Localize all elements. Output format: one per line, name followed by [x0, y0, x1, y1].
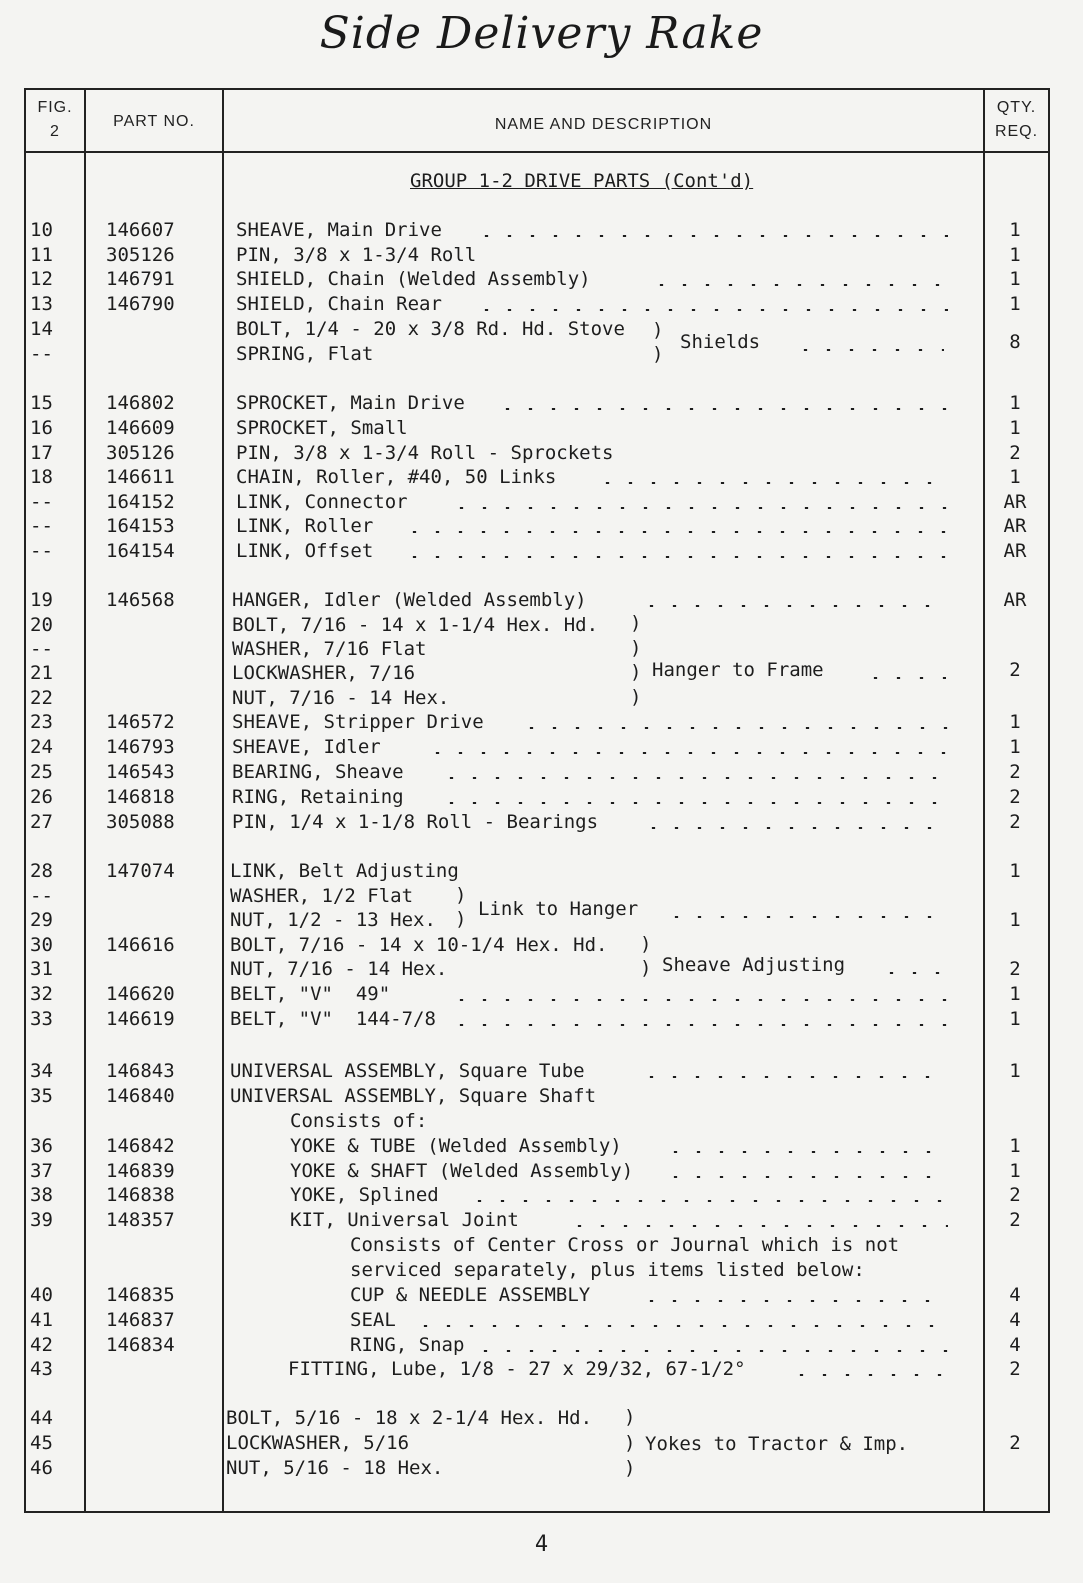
fig-number: 40 — [30, 1284, 53, 1306]
quantity-required: 1 — [1009, 983, 1021, 1005]
part-description: HANGER, Idler (Welded Assembly) — [232, 589, 587, 611]
table-row — [0, 983, 1083, 1009]
part-number: 146619 — [106, 1008, 175, 1030]
part-description: BOLT, 1/4 - 20 x 3/8 Rd. Hd. Stove — [236, 318, 625, 340]
leader-dots — [440, 802, 948, 804]
part-number: 146568 — [106, 589, 175, 611]
fig-header-line2: 2 — [50, 123, 60, 140]
table-row — [0, 1160, 1083, 1186]
part-number: 146572 — [106, 711, 175, 733]
leader-dots — [475, 235, 948, 237]
table-row — [0, 268, 1083, 294]
fig-number: 23 — [30, 711, 53, 733]
part-description: NUT, 7/16 - 14 Hex. — [230, 958, 448, 980]
table-row — [0, 1334, 1083, 1360]
fig-column-header — [26, 96, 84, 144]
table-row — [0, 442, 1083, 468]
fig-number: 11 — [30, 244, 53, 266]
part-description: PIN, 1/4 x 1-1/8 Roll - Bearings — [232, 811, 599, 833]
leader-dots — [794, 349, 944, 351]
part-description: BOLT, 7/16 - 14 x 1-1/4 Hex. Hd. — [232, 614, 599, 636]
quantity-required: 2 — [1009, 1358, 1021, 1380]
quantity-required: 1 — [1009, 268, 1021, 290]
part-number: 148357 — [106, 1209, 175, 1231]
table-row — [0, 1457, 1083, 1483]
fig-number: -- — [30, 638, 53, 660]
fig-number: 36 — [30, 1135, 53, 1157]
part-description: LINK, Belt Adjusting — [230, 860, 459, 882]
fig-number: 38 — [30, 1184, 53, 1206]
qty-header-line2: REQ. — [994, 123, 1039, 140]
part-number: 305088 — [106, 811, 175, 833]
fig-number: 28 — [30, 860, 53, 882]
part-description: LINK, Roller — [236, 515, 374, 537]
part-description: FITTING, Lube, 1/8 - 27 x 29/32, 67-1/2° — [288, 1358, 746, 1380]
leader-dots — [440, 777, 948, 779]
quantity-required: 1 — [1009, 909, 1021, 931]
part-description: WASHER, 1/2 Flat — [230, 885, 414, 907]
part-description: BELT, "V" 49" — [230, 983, 391, 1005]
link-to-hanger-label: Link to Hanger — [478, 898, 639, 920]
part-description: NUT, 5/16 - 18 Hex. — [226, 1457, 444, 1479]
leader-dots — [640, 605, 948, 607]
fig-number: 29 — [30, 909, 53, 931]
leader-dots — [664, 1176, 948, 1178]
part-description: SPROCKET, Small — [236, 417, 408, 439]
part-description: NUT, 7/16 - 14 Hex. — [232, 687, 450, 709]
table-row — [0, 736, 1083, 762]
fig-number: 18 — [30, 466, 53, 488]
part-description: BOLT, 5/16 - 18 x 2-1/4 Hex. Hd. — [226, 1407, 593, 1429]
part-description: KIT, Universal Joint — [290, 1209, 519, 1231]
table-row — [0, 589, 1083, 615]
fig-number: 37 — [30, 1160, 53, 1182]
table-row — [0, 638, 1083, 664]
quantity-required: 1 — [1009, 1135, 1021, 1157]
sheave-adjusting-label: Sheave Adjusting — [662, 954, 846, 976]
quantity-required: 1 — [1009, 1160, 1021, 1182]
part-number: 305126 — [106, 442, 175, 464]
part-number: 146790 — [106, 293, 175, 315]
leader-dots — [450, 1024, 948, 1026]
table-row — [0, 1284, 1083, 1310]
part-number: 147074 — [106, 860, 175, 882]
part-description: SHIELD, Chain (Welded Assembly) — [236, 268, 591, 290]
part-description: BOLT, 7/16 - 14 x 10-1/4 Hex. Hd. — [230, 934, 608, 956]
fig-number: 46 — [30, 1457, 53, 1479]
table-row — [0, 687, 1083, 713]
part-number: 146840 — [106, 1085, 175, 1107]
quantity-required: 2 — [1009, 958, 1021, 980]
part-number: 146834 — [106, 1334, 175, 1356]
part-description: WASHER, 7/16 Flat — [232, 638, 427, 660]
table-row — [0, 491, 1083, 517]
leader-dots — [414, 1325, 948, 1327]
quantity-required: 2 — [1009, 1209, 1021, 1231]
table-row — [0, 934, 1083, 960]
quantity-required: AR — [1003, 515, 1027, 537]
table-row — [0, 1060, 1083, 1086]
part-description: RING, Retaining — [232, 786, 404, 808]
leader-dots — [403, 531, 948, 533]
table-row — [0, 860, 1083, 886]
qty-column-header — [985, 96, 1048, 144]
part-description: BEARING, Sheave — [232, 761, 404, 783]
quantity-required: 1 — [1009, 244, 1021, 266]
part-number: 146543 — [106, 761, 175, 783]
yokes-to-tractor-label: Yokes to Tractor & Imp. — [645, 1433, 909, 1455]
leader-dots — [468, 1200, 948, 1202]
part-number: 146843 — [106, 1060, 175, 1082]
quantity-required: 1 — [1009, 1008, 1021, 1030]
part-number: 146607 — [106, 219, 175, 241]
fig-number: 15 — [30, 392, 53, 414]
quantity-required: 2 — [1009, 811, 1021, 833]
table-row — [0, 1085, 1083, 1111]
fig-number: 22 — [30, 687, 53, 709]
part-number: 146793 — [106, 736, 175, 758]
quantity-required: 1 — [1009, 736, 1021, 758]
leader-dots — [475, 309, 948, 311]
leader-dots — [650, 284, 948, 286]
fig-number: 43 — [30, 1358, 53, 1380]
part-number: 164153 — [106, 515, 175, 537]
table-row — [0, 392, 1083, 418]
table-row — [0, 958, 1083, 984]
table-row — [0, 1407, 1083, 1433]
part-description: YOKE & SHAFT (Welded Assembly) — [290, 1160, 634, 1182]
fig-number: 26 — [30, 786, 53, 808]
part-number: 146791 — [106, 268, 175, 290]
leader-dots — [474, 1350, 948, 1352]
shields-group-label: Shields — [680, 331, 761, 353]
leader-dots — [450, 999, 948, 1001]
quantity-required: AR — [1003, 540, 1027, 562]
part-description: Consists of: — [290, 1110, 428, 1132]
quantity-required: 1 — [1009, 466, 1021, 488]
quantity-required: 4 — [1009, 1309, 1021, 1331]
table-row — [0, 1209, 1083, 1235]
leader-dots — [642, 827, 948, 829]
table-row — [0, 466, 1083, 492]
hanger-to-frame-label: Hanger to Frame — [652, 659, 824, 681]
table-row — [0, 293, 1083, 319]
fig-number: 24 — [30, 736, 53, 758]
fig-number: 20 — [30, 614, 53, 636]
part-number: 146839 — [106, 1160, 175, 1182]
table-row — [0, 811, 1083, 837]
fig-number: -- — [30, 515, 53, 537]
fig-number: 42 — [30, 1334, 53, 1356]
part-number: 164152 — [106, 491, 175, 513]
part-number: 146620 — [106, 983, 175, 1005]
fig-number: 10 — [30, 219, 53, 241]
part-number: 146842 — [106, 1135, 175, 1157]
part-description: UNIVERSAL ASSEMBLY, Square Shaft — [230, 1085, 597, 1107]
part-description: YOKE & TUBE (Welded Assembly) — [290, 1135, 622, 1157]
table-row — [0, 1135, 1083, 1161]
fig-number: -- — [30, 491, 53, 513]
part-description: SHEAVE, Idler — [232, 736, 381, 758]
quantity-required: 1 — [1009, 711, 1021, 733]
fig-number: 17 — [30, 442, 53, 464]
table-row — [0, 318, 1083, 344]
table-row — [0, 761, 1083, 787]
table-row — [0, 1259, 1083, 1285]
table-row — [0, 1110, 1083, 1136]
table-row — [0, 219, 1083, 245]
page-title: Side Delivery Rake — [319, 8, 764, 59]
table-row — [0, 711, 1083, 737]
fig-header-line1: FIG. — [37, 99, 73, 116]
table-row — [0, 244, 1083, 270]
qty-header-line1: QTY. — [996, 99, 1037, 116]
quantity-required: 1 — [1009, 417, 1021, 439]
part-description: PIN, 3/8 x 1-3/4 Roll - Sprockets — [236, 442, 614, 464]
quantity-required: 2 — [1009, 761, 1021, 783]
header-divider — [24, 151, 1050, 153]
fig-number: -- — [30, 885, 53, 907]
fig-number: 14 — [30, 318, 53, 340]
part-description: RING, Snap — [350, 1334, 465, 1356]
leader-dots — [640, 1076, 948, 1078]
table-row — [0, 1008, 1083, 1034]
quantity-required: 2 — [1009, 442, 1021, 464]
fig-number: -- — [30, 343, 53, 365]
fig-number: 44 — [30, 1407, 53, 1429]
leader-dots — [403, 556, 948, 558]
quantity-required: 4 — [1009, 1334, 1021, 1356]
quantity-required: 1 — [1009, 1060, 1021, 1082]
quantity-required: 2 — [1009, 1432, 1021, 1454]
part-number: 146802 — [106, 392, 175, 414]
fig-number: -- — [30, 540, 53, 562]
quantity-required: 1 — [1009, 219, 1021, 241]
leader-dots — [568, 1225, 948, 1227]
fig-number: 21 — [30, 662, 53, 684]
part-description: LINK, Offset — [236, 540, 374, 562]
leader-dots — [596, 482, 948, 484]
fig-number: 19 — [30, 589, 53, 611]
table-row — [0, 1184, 1083, 1210]
leader-dots — [426, 752, 948, 754]
part-description: LINK, Connector — [236, 491, 408, 513]
fig-number: 34 — [30, 1060, 53, 1082]
quantity-required: 4 — [1009, 1284, 1021, 1306]
part-description: SPRING, Flat — [236, 343, 374, 365]
part-description: PIN, 3/8 x 1-3/4 Roll — [236, 244, 477, 266]
fig-number: 27 — [30, 811, 53, 833]
part-number: 146818 — [106, 786, 175, 808]
fig-number: 32 — [30, 983, 53, 1005]
fig-number: 12 — [30, 268, 53, 290]
part-description: YOKE, Splined — [290, 1184, 439, 1206]
shields-group-qty: 8 — [1009, 331, 1021, 353]
quantity-required: 2 — [1009, 1184, 1021, 1206]
leader-dots — [664, 1151, 948, 1153]
part-number: 146609 — [106, 417, 175, 439]
quantity-required: 1 — [1009, 293, 1021, 315]
leader-dots — [640, 1300, 948, 1302]
part-number: 146611 — [106, 466, 175, 488]
quantity-required: AR — [1003, 491, 1027, 513]
part-description: CHAIN, Roller, #40, 50 Links — [236, 466, 557, 488]
part-description: SHEAVE, Stripper Drive — [232, 711, 484, 733]
table-row — [0, 540, 1083, 566]
fig-number: 13 — [30, 293, 53, 315]
leader-dots — [864, 677, 946, 679]
table-row — [0, 1358, 1083, 1384]
part-number: 305126 — [106, 244, 175, 266]
leader-dots — [520, 727, 948, 729]
quantity-required: 1 — [1009, 392, 1021, 414]
table-row — [0, 786, 1083, 812]
part-description: SEAL — [350, 1309, 396, 1331]
part-description: Consists of Center Cross or Journal which is not — [350, 1234, 900, 1256]
table-row — [0, 1234, 1083, 1260]
leader-dots — [450, 507, 948, 509]
part-number: 146616 — [106, 934, 175, 956]
table-row — [0, 1432, 1083, 1458]
part-description: SHIELD, Chain Rear — [236, 293, 442, 315]
table-row — [0, 1309, 1083, 1335]
part-description: CUP & NEEDLE ASSEMBLY — [350, 1284, 591, 1306]
hanger-group-qty: 2 — [1009, 659, 1021, 681]
part-description: serviced separately, plus items listed below: — [350, 1259, 865, 1281]
name-description-header: NAME AND DESCRIPTION — [494, 116, 713, 133]
table-row — [0, 515, 1083, 541]
fig-number: 45 — [30, 1432, 53, 1454]
part-description: SHEAVE, Main Drive — [236, 219, 442, 241]
part-number: 164154 — [106, 540, 175, 562]
table-row — [0, 343, 1083, 369]
fig-number: 33 — [30, 1008, 53, 1030]
part-no-header: PART NO. — [113, 113, 195, 130]
page-number: 4 — [534, 1532, 549, 1557]
table-row — [0, 417, 1083, 443]
part-description: NUT, 1/2 - 13 Hex. — [230, 909, 436, 931]
leader-dots — [665, 916, 947, 918]
part-number: 146838 — [106, 1184, 175, 1206]
fig-number: 16 — [30, 417, 53, 439]
part-number: 146835 — [106, 1284, 175, 1306]
table-row — [0, 662, 1083, 688]
part-description: SPROCKET, Main Drive — [236, 392, 465, 414]
part-number: 146837 — [106, 1309, 175, 1331]
group-heading: GROUP 1-2 DRIVE PARTS (Cont'd) — [410, 170, 754, 192]
quantity-required: 1 — [1009, 860, 1021, 882]
part-description: LOCKWASHER, 5/16 — [226, 1432, 410, 1454]
leader-dots — [790, 1374, 948, 1376]
part-description: BELT, "V" 144-7/8 — [230, 1008, 436, 1030]
fig-number: 39 — [30, 1209, 53, 1231]
part-description: UNIVERSAL ASSEMBLY, Square Tube — [230, 1060, 585, 1082]
fig-number: 35 — [30, 1085, 53, 1107]
leader-dots — [880, 972, 946, 974]
quantity-required: 2 — [1009, 786, 1021, 808]
fig-number: 30 — [30, 934, 53, 956]
fig-number: 41 — [30, 1309, 53, 1331]
part-description: LOCKWASHER, 7/16 — [232, 662, 416, 684]
fig-number: 31 — [30, 958, 53, 980]
leader-dots — [496, 408, 948, 410]
fig-number: 25 — [30, 761, 53, 783]
table-row — [0, 614, 1083, 640]
quantity-required: AR — [1003, 589, 1027, 611]
